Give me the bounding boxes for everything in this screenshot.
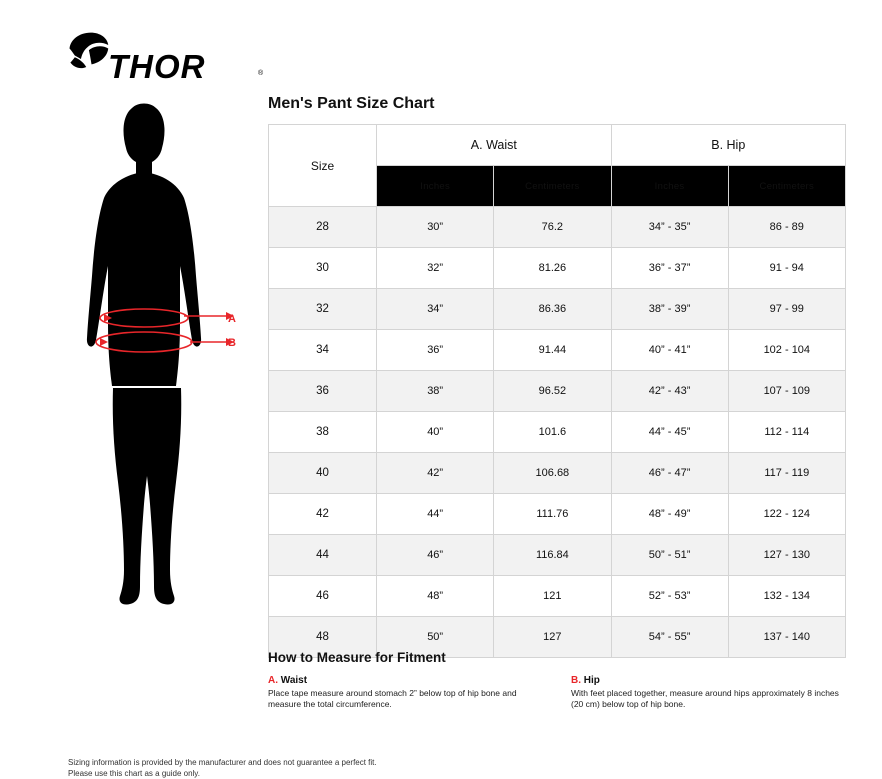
cell-size: 46 xyxy=(269,576,377,617)
table-row xyxy=(269,207,846,248)
cell-hip-in: 52” - 53” xyxy=(611,576,728,617)
cell-hip-in: 48” - 49” xyxy=(611,494,728,535)
cell-hip-cm: 97 - 99 xyxy=(728,289,845,330)
cell-size: 42 xyxy=(269,494,377,535)
how-to-measure-title: How to Measure for Fitment xyxy=(268,650,446,665)
table-row xyxy=(269,453,846,494)
cell-hip-cm: 117 - 119 xyxy=(728,453,845,494)
table-row xyxy=(269,576,846,617)
size-chart-table xyxy=(268,124,846,658)
cell-waist-in: 40” xyxy=(377,412,494,453)
cell-waist-in: 44” xyxy=(377,494,494,535)
cell-hip-cm: 86 - 89 xyxy=(728,207,845,248)
cell-waist-cm: 127 xyxy=(494,617,611,658)
cell-hip-in: 40” - 41” xyxy=(611,330,728,371)
marker-a: A. xyxy=(268,675,278,686)
cell-waist-cm: 91.44 xyxy=(494,330,611,371)
brand-logo xyxy=(62,24,264,85)
cell-size: 38 xyxy=(269,412,377,453)
how-to-hip-heading xyxy=(571,675,848,686)
cell-hip-cm: 132 - 134 xyxy=(728,576,845,617)
how-to-measure-section xyxy=(268,650,848,711)
table-row xyxy=(269,248,846,289)
cell-waist-in: 32” xyxy=(377,248,494,289)
cell-size: 40 xyxy=(269,453,377,494)
measure-label-a: A xyxy=(228,313,236,325)
cell-waist-in: 38” xyxy=(377,371,494,412)
cell-hip-in: 50” - 51” xyxy=(611,535,728,576)
cell-hip-in: 46” - 47” xyxy=(611,453,728,494)
body-silhouette-icon xyxy=(60,100,260,610)
cell-waist-cm: 106.68 xyxy=(494,453,611,494)
cell-hip-cm: 91 - 94 xyxy=(728,248,845,289)
cell-hip-cm: 102 - 104 xyxy=(728,330,845,371)
column-header-hip-inches: Inches xyxy=(611,166,728,207)
how-to-measure-hip xyxy=(571,675,848,711)
how-to-hip-name: Hip xyxy=(581,675,600,686)
cell-size: 28 xyxy=(269,207,377,248)
disclaimer-line-1: Sizing information is provided by the manufacturer and does not guarantee a perfect fit. xyxy=(68,758,377,767)
cell-waist-in: 50” xyxy=(377,617,494,658)
cell-waist-cm: 81.26 xyxy=(494,248,611,289)
how-to-waist-heading xyxy=(268,675,545,686)
cell-waist-in: 46” xyxy=(377,535,494,576)
how-to-hip-text: With feet placed together, measure around hips approximately 8 inches (20 cm) below top of hip bone. xyxy=(571,688,839,710)
cell-waist-cm: 121 xyxy=(494,576,611,617)
table-row xyxy=(269,289,846,330)
cell-hip-in: 36” - 37” xyxy=(611,248,728,289)
cell-waist-cm: 116.84 xyxy=(494,535,611,576)
cell-waist-in: 34” xyxy=(377,289,494,330)
disclaimer xyxy=(68,757,377,779)
cell-waist-in: 36” xyxy=(377,330,494,371)
table-row xyxy=(269,330,846,371)
how-to-waist-text: Place tape measure around stomach 2” below top of hip bone and measure the total circumference. xyxy=(268,688,517,710)
measure-label-b: B xyxy=(228,337,236,349)
cell-hip-cm: 122 - 124 xyxy=(728,494,845,535)
disclaimer-line-2: Please use this chart as a guide only. xyxy=(68,769,200,779)
table-row xyxy=(269,494,846,535)
column-group-hip: B. Hip xyxy=(611,125,845,166)
cell-hip-cm: 137 - 140 xyxy=(728,617,845,658)
cell-hip-in: 42” - 43” xyxy=(611,371,728,412)
column-header-size: Size xyxy=(269,125,377,207)
how-to-waist-name: Waist xyxy=(278,675,308,686)
page-title: Men's Pant Size Chart xyxy=(268,95,435,112)
cell-waist-in: 30” xyxy=(377,207,494,248)
cell-size: 36 xyxy=(269,371,377,412)
marker-b: B. xyxy=(571,675,581,686)
cell-waist-in: 48” xyxy=(377,576,494,617)
cell-waist-cm: 101.6 xyxy=(494,412,611,453)
column-header-hip-centimeters: Centimeters xyxy=(728,166,845,207)
cell-hip-cm: 107 - 109 xyxy=(728,371,845,412)
body-figure xyxy=(60,100,260,610)
cell-hip-in: 38” - 39” xyxy=(611,289,728,330)
cell-size: 48 xyxy=(269,617,377,658)
cell-size: 34 xyxy=(269,330,377,371)
brand-trademark: ® xyxy=(258,70,264,77)
column-group-waist: A. Waist xyxy=(377,125,611,166)
cell-waist-cm: 111.76 xyxy=(494,494,611,535)
table-row xyxy=(269,412,846,453)
table-row xyxy=(269,371,846,412)
cell-hip-cm: 127 - 130 xyxy=(728,535,845,576)
cell-hip-cm: 112 - 114 xyxy=(728,412,845,453)
column-header-waist-centimeters: Centimeters xyxy=(494,166,611,207)
cell-waist-cm: 76.2 xyxy=(494,207,611,248)
cell-hip-in: 54” - 55” xyxy=(611,617,728,658)
cell-waist-cm: 96.52 xyxy=(494,371,611,412)
cell-waist-cm: 86.36 xyxy=(494,289,611,330)
table-row xyxy=(269,535,846,576)
thor-helmet-icon xyxy=(66,30,110,74)
cell-size: 44 xyxy=(269,535,377,576)
how-to-measure-waist xyxy=(268,675,545,711)
brand-wordmark: THOR xyxy=(108,48,206,85)
cell-size: 32 xyxy=(269,289,377,330)
cell-hip-in: 34” - 35” xyxy=(611,207,728,248)
column-header-waist-inches: Inches xyxy=(377,166,494,207)
cell-hip-in: 44” - 45” xyxy=(611,412,728,453)
cell-size: 30 xyxy=(269,248,377,289)
cell-waist-in: 42” xyxy=(377,453,494,494)
